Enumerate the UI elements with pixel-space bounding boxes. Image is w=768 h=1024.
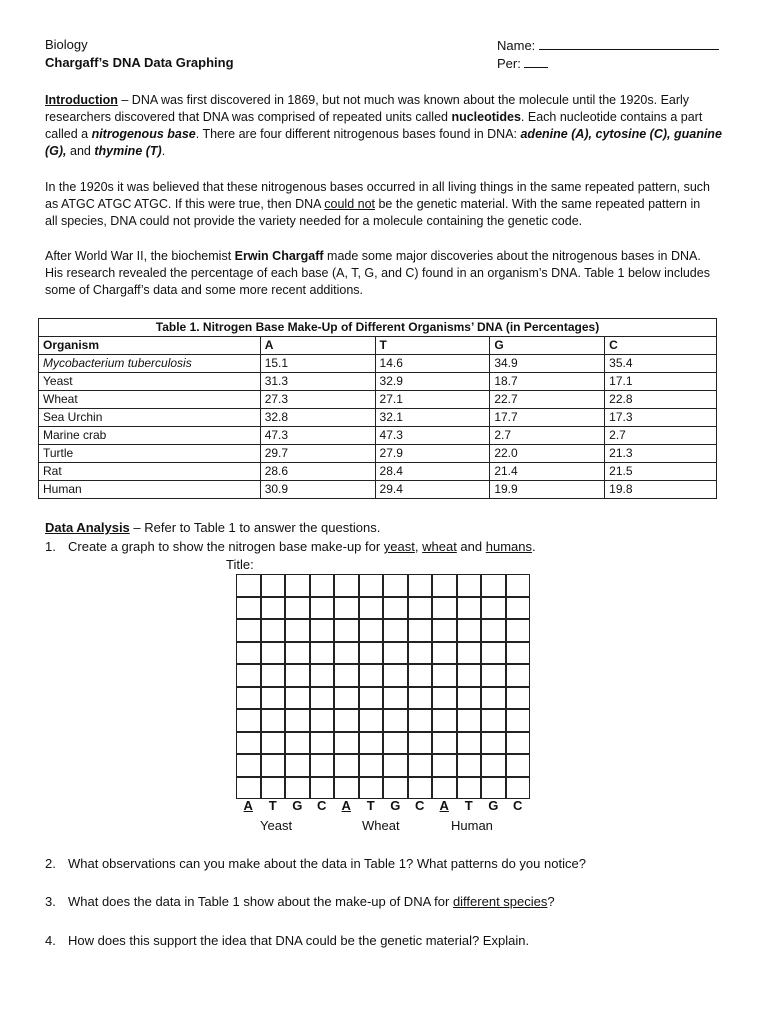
graph-cell[interactable] bbox=[285, 619, 310, 642]
p2-line-1: In the 1920s it was believed that these nitrogenous bases occurred in all living things in the same repeated pattern, such bbox=[45, 180, 710, 194]
graph-cell[interactable] bbox=[236, 687, 261, 710]
graph-cell[interactable] bbox=[334, 777, 359, 800]
graph-cell[interactable] bbox=[285, 642, 310, 665]
value-cell: 18.7 bbox=[490, 373, 605, 391]
graph-cell[interactable] bbox=[359, 709, 384, 732]
graph-cell[interactable] bbox=[506, 687, 531, 710]
graph-cell[interactable] bbox=[236, 597, 261, 620]
graph-cell[interactable] bbox=[310, 732, 335, 755]
value-cell: 17.7 bbox=[490, 409, 605, 427]
value-cell: 27.3 bbox=[260, 391, 375, 409]
intro-text: . bbox=[161, 144, 166, 158]
yeast-emphasis: yeast bbox=[383, 539, 415, 554]
header-c: C bbox=[605, 337, 717, 355]
name-field[interactable] bbox=[497, 37, 719, 53]
graph-cell[interactable] bbox=[261, 687, 286, 710]
value-cell: 17.3 bbox=[605, 409, 717, 427]
wheat-emphasis: wheat bbox=[422, 539, 457, 554]
graph-cell[interactable] bbox=[310, 574, 335, 597]
intro-line-4 bbox=[45, 143, 725, 160]
chargaff-name: Erwin Chargaff bbox=[234, 249, 324, 263]
question-number: 3. bbox=[45, 894, 56, 909]
graph-cell[interactable] bbox=[506, 597, 531, 620]
graph-cell[interactable] bbox=[334, 597, 359, 620]
value-cell: 14.6 bbox=[375, 355, 490, 373]
graph-cell[interactable] bbox=[359, 664, 384, 687]
graph-cell[interactable] bbox=[481, 619, 506, 642]
value-cell: 2.7 bbox=[490, 427, 605, 445]
graph-cell[interactable] bbox=[506, 709, 531, 732]
value-cell: 22.0 bbox=[490, 445, 605, 463]
graph-cell[interactable] bbox=[236, 642, 261, 665]
graph-cell[interactable] bbox=[457, 597, 482, 620]
graph-cell[interactable] bbox=[481, 754, 506, 777]
p3-line-3: some of Chargaff’s data and some more recent additions. bbox=[45, 283, 363, 297]
value-cell: 32.8 bbox=[260, 409, 375, 427]
name-blank[interactable] bbox=[539, 37, 719, 50]
graph-cell[interactable] bbox=[236, 709, 261, 732]
graph-cell[interactable] bbox=[261, 619, 286, 642]
graph-cell[interactable] bbox=[285, 777, 310, 800]
intro-line-3 bbox=[45, 126, 725, 143]
graph-cell[interactable] bbox=[432, 619, 457, 642]
value-cell: 29.4 bbox=[375, 481, 490, 499]
graph-cell[interactable] bbox=[359, 777, 384, 800]
header-g: G bbox=[490, 337, 605, 355]
value-cell: 28.6 bbox=[260, 463, 375, 481]
graph-cell[interactable] bbox=[236, 664, 261, 687]
base-label: C bbox=[513, 798, 523, 813]
graph-cell[interactable] bbox=[506, 619, 531, 642]
graph-cell[interactable] bbox=[261, 664, 286, 687]
graph-cell[interactable] bbox=[432, 664, 457, 687]
group-label-yeast: Yeast bbox=[260, 818, 293, 833]
graph-cell[interactable] bbox=[506, 777, 531, 800]
period-field[interactable] bbox=[497, 55, 548, 71]
nitrogenous-base-term: nitrogenous base bbox=[91, 127, 196, 141]
base-label: C bbox=[317, 798, 327, 813]
base-label: A bbox=[243, 798, 253, 813]
graph-cell[interactable] bbox=[285, 597, 310, 620]
graph-cell[interactable] bbox=[334, 574, 359, 597]
base-table bbox=[38, 318, 717, 499]
table-caption: Table 1. Nitrogen Base Make-Up of Different Organisms’ DNA (in Percentages) bbox=[39, 319, 717, 337]
header-a: A bbox=[260, 337, 375, 355]
question-text: , bbox=[414, 539, 423, 554]
graph-cell[interactable] bbox=[334, 664, 359, 687]
graph-cell[interactable] bbox=[334, 732, 359, 755]
graph-cell[interactable] bbox=[359, 619, 384, 642]
base-label: G bbox=[488, 798, 499, 813]
graph-cell[interactable] bbox=[310, 754, 335, 777]
graph-cell[interactable] bbox=[457, 574, 482, 597]
value-cell: 32.1 bbox=[375, 409, 490, 427]
value-cell: 22.8 bbox=[605, 391, 717, 409]
p3-text: After World War II, the biochemist bbox=[45, 249, 235, 263]
question-text: What observations can you make about the data in Table 1? What patterns do you notice? bbox=[68, 856, 586, 871]
p2-text: be the genetic material. With the same repeated pattern in bbox=[375, 197, 701, 211]
graph-cell[interactable] bbox=[334, 642, 359, 665]
base-label: G bbox=[390, 798, 401, 813]
per-blank[interactable] bbox=[524, 55, 548, 68]
intro-heading: Introduction bbox=[45, 93, 118, 107]
p2-text: as ATGC ATGC ATGC. If this were true, then DNA bbox=[45, 197, 325, 211]
graph-cell[interactable] bbox=[310, 597, 335, 620]
question-text: Create a graph to show the nitrogen base make-up for bbox=[68, 539, 384, 554]
per-label: Per: bbox=[497, 56, 521, 71]
table-row bbox=[39, 391, 717, 409]
value-cell: 17.1 bbox=[605, 373, 717, 391]
graph-cell[interactable] bbox=[261, 777, 286, 800]
organism-cell: Yeast bbox=[39, 373, 261, 391]
graph-cell[interactable] bbox=[481, 597, 506, 620]
question-text: . bbox=[531, 539, 536, 554]
graph-cell[interactable] bbox=[481, 574, 506, 597]
graph-cell[interactable] bbox=[285, 709, 310, 732]
graph-cell[interactable] bbox=[236, 777, 261, 800]
graph-cell[interactable] bbox=[359, 754, 384, 777]
graph-cell[interactable] bbox=[359, 732, 384, 755]
graph-cell[interactable] bbox=[481, 709, 506, 732]
organism-cell: Mycobacterium tuberculosis bbox=[39, 355, 261, 373]
graph-cell[interactable] bbox=[506, 664, 531, 687]
question-number: 2. bbox=[45, 856, 56, 871]
organism-cell: Wheat bbox=[39, 391, 261, 409]
table-row bbox=[39, 409, 717, 427]
question-2 bbox=[45, 855, 586, 872]
table-row bbox=[39, 373, 717, 391]
base-label: T bbox=[464, 798, 473, 813]
intro-line-2 bbox=[45, 109, 725, 126]
value-cell: 29.7 bbox=[260, 445, 375, 463]
question-1 bbox=[45, 538, 536, 555]
organism-cell: Human bbox=[39, 481, 261, 499]
base-label: A bbox=[341, 798, 351, 813]
intro-line-1 bbox=[45, 92, 725, 109]
graph-cell[interactable] bbox=[236, 574, 261, 597]
graph-cell[interactable] bbox=[334, 709, 359, 732]
graph-cell[interactable] bbox=[408, 619, 433, 642]
question-text: How does this support the idea that DNA could be the genetic material? Explain. bbox=[68, 933, 530, 948]
graph-cell[interactable] bbox=[383, 687, 408, 710]
base-label: A bbox=[439, 798, 449, 813]
graph-cell[interactable] bbox=[359, 597, 384, 620]
graph-cell[interactable] bbox=[432, 777, 457, 800]
p2-line-2 bbox=[45, 196, 725, 213]
graph-cell[interactable] bbox=[432, 732, 457, 755]
graph-cell[interactable] bbox=[334, 754, 359, 777]
graph-cell[interactable] bbox=[334, 687, 359, 710]
graph-cell[interactable] bbox=[359, 574, 384, 597]
graph-cell[interactable] bbox=[432, 642, 457, 665]
graph-cell[interactable] bbox=[310, 642, 335, 665]
graph-cell[interactable] bbox=[383, 664, 408, 687]
base-label: T bbox=[268, 798, 277, 813]
graph-cell[interactable] bbox=[359, 642, 384, 665]
graph-cell[interactable] bbox=[408, 709, 433, 732]
question-3 bbox=[45, 893, 555, 910]
graph-cell[interactable] bbox=[432, 574, 457, 597]
base-label: T bbox=[366, 798, 375, 813]
header-t: T bbox=[375, 337, 490, 355]
table-header-row bbox=[39, 337, 717, 355]
graph-cell[interactable] bbox=[383, 574, 408, 597]
graph-cell[interactable] bbox=[408, 754, 433, 777]
graph-cell[interactable] bbox=[506, 574, 531, 597]
value-cell: 15.1 bbox=[260, 355, 375, 373]
guanine-abbrev: (G), bbox=[45, 144, 67, 158]
blank-graph-grid[interactable] bbox=[236, 574, 530, 799]
value-cell: 47.3 bbox=[260, 427, 375, 445]
table-row bbox=[39, 481, 717, 499]
graph-cell[interactable] bbox=[261, 574, 286, 597]
subject-label: Biology bbox=[45, 37, 88, 52]
graph-cell[interactable] bbox=[481, 664, 506, 687]
analysis-heading: Data Analysis bbox=[45, 520, 130, 535]
graph-cell[interactable] bbox=[481, 642, 506, 665]
graph-cell[interactable] bbox=[408, 664, 433, 687]
graph-cell[interactable] bbox=[408, 642, 433, 665]
graph-title-label: Title: bbox=[226, 557, 254, 572]
graph-cell[interactable] bbox=[457, 754, 482, 777]
graph-cell[interactable] bbox=[457, 664, 482, 687]
question-text: ? bbox=[547, 894, 555, 909]
question-number: 4. bbox=[45, 933, 56, 948]
p3-line-1 bbox=[45, 248, 725, 265]
graph-cell[interactable] bbox=[383, 754, 408, 777]
value-cell: 19.8 bbox=[605, 481, 717, 499]
intro-text: – DNA was first discovered in 1869, but not much was known about the molecule until the 1920s. Early bbox=[117, 93, 690, 107]
graph-cell[interactable] bbox=[457, 777, 482, 800]
graph-cell[interactable] bbox=[261, 732, 286, 755]
graph-cell[interactable] bbox=[383, 732, 408, 755]
value-cell: 21.5 bbox=[605, 463, 717, 481]
base-label: G bbox=[292, 798, 303, 813]
value-cell: 32.9 bbox=[375, 373, 490, 391]
graph-cell[interactable] bbox=[481, 687, 506, 710]
could-not-emphasis: could not bbox=[324, 197, 375, 211]
graph-cell[interactable] bbox=[310, 777, 335, 800]
graph-cell[interactable] bbox=[310, 687, 335, 710]
graph-cell[interactable] bbox=[432, 709, 457, 732]
table-row bbox=[39, 445, 717, 463]
graph-cell[interactable] bbox=[432, 754, 457, 777]
value-cell: 21.4 bbox=[490, 463, 605, 481]
header-organism: Organism bbox=[39, 337, 261, 355]
value-cell: 35.4 bbox=[605, 355, 717, 373]
graph-cell[interactable] bbox=[236, 619, 261, 642]
value-cell: 30.9 bbox=[260, 481, 375, 499]
graph-cell[interactable] bbox=[285, 664, 310, 687]
p3-line-2: His research revealed the percentage of each base (A, T, G, and C) found in an organism’s DNA. Table 1 below includes bbox=[45, 266, 710, 280]
organism-cell: Rat bbox=[39, 463, 261, 481]
page-title: Chargaff’s DNA Data Graphing bbox=[45, 55, 234, 70]
table-row bbox=[39, 463, 717, 481]
value-cell: 47.3 bbox=[375, 427, 490, 445]
graph-cell[interactable] bbox=[383, 642, 408, 665]
p2-line-3: all species, DNA could not provide the variety needed for a molecule containing the genetic code. bbox=[45, 214, 583, 228]
graph-cell[interactable] bbox=[310, 619, 335, 642]
graph-cell[interactable] bbox=[408, 732, 433, 755]
graph-cell[interactable] bbox=[481, 777, 506, 800]
value-cell: 31.3 bbox=[260, 373, 375, 391]
bases-list: adenine (A), cytosine (C), guanine bbox=[520, 127, 722, 141]
graph-cell[interactable] bbox=[383, 709, 408, 732]
value-cell: 27.9 bbox=[375, 445, 490, 463]
graph-cell[interactable] bbox=[457, 642, 482, 665]
graph-cell[interactable] bbox=[383, 619, 408, 642]
graph-cell[interactable] bbox=[408, 597, 433, 620]
graph-cell[interactable] bbox=[457, 619, 482, 642]
nucleotides-term: nucleotides bbox=[451, 110, 521, 124]
thymine-term: thymine (T) bbox=[94, 144, 162, 158]
intro-text: . Each nucleotide contains a part bbox=[520, 110, 703, 124]
value-cell: 19.9 bbox=[490, 481, 605, 499]
group-label-human: Human bbox=[451, 818, 493, 833]
graph-cell[interactable] bbox=[334, 619, 359, 642]
graph-cell[interactable] bbox=[408, 687, 433, 710]
analysis-heading-line bbox=[45, 519, 380, 536]
graph-cell[interactable] bbox=[432, 597, 457, 620]
intro-text: researchers discovered that DNA was comprised of repeated units called bbox=[45, 110, 452, 124]
question-text: What does the data in Table 1 show about the make-up of DNA for bbox=[68, 894, 453, 909]
value-cell: 28.4 bbox=[375, 463, 490, 481]
graph-cell[interactable] bbox=[236, 754, 261, 777]
graph-cell[interactable] bbox=[457, 732, 482, 755]
graph-cell[interactable] bbox=[236, 732, 261, 755]
intro-text: . There are four different nitrogenous bases found in DNA: bbox=[195, 127, 521, 141]
graph-cell[interactable] bbox=[506, 642, 531, 665]
graph-cell[interactable] bbox=[408, 574, 433, 597]
intro-text: and bbox=[66, 144, 95, 158]
name-label: Name: bbox=[497, 38, 536, 53]
organism-cell: Marine crab bbox=[39, 427, 261, 445]
graph-cell[interactable] bbox=[285, 754, 310, 777]
table-row bbox=[39, 355, 717, 373]
graph-cell[interactable] bbox=[506, 754, 531, 777]
organism-cell: Turtle bbox=[39, 445, 261, 463]
group-label-wheat: Wheat bbox=[362, 818, 400, 833]
organism-cell: Sea Urchin bbox=[39, 409, 261, 427]
value-cell: 2.7 bbox=[605, 427, 717, 445]
graph-cell[interactable] bbox=[261, 709, 286, 732]
graph-cell[interactable] bbox=[481, 732, 506, 755]
graph-cell[interactable] bbox=[506, 732, 531, 755]
intro-text: called a bbox=[45, 127, 92, 141]
question-number: 1. bbox=[45, 539, 56, 554]
p3-text: made some major discoveries about the nitrogenous bases in DNA. bbox=[323, 249, 701, 263]
different-species-emphasis: different species bbox=[452, 894, 548, 909]
graph-cell[interactable] bbox=[261, 754, 286, 777]
humans-emphasis: humans bbox=[485, 539, 532, 554]
question-4 bbox=[45, 932, 529, 949]
graph-cell[interactable] bbox=[285, 687, 310, 710]
graph-cell[interactable] bbox=[261, 597, 286, 620]
graph-cell[interactable] bbox=[383, 777, 408, 800]
value-cell: 21.3 bbox=[605, 445, 717, 463]
graph-cell[interactable] bbox=[408, 777, 433, 800]
graph-cell[interactable] bbox=[457, 687, 482, 710]
graph-cell[interactable] bbox=[285, 732, 310, 755]
graph-cell[interactable] bbox=[432, 687, 457, 710]
analysis-instruction: – Refer to Table 1 to answer the questions. bbox=[129, 520, 381, 535]
question-text: and bbox=[456, 539, 486, 554]
graph-cell[interactable] bbox=[261, 642, 286, 665]
graph-cell[interactable] bbox=[310, 709, 335, 732]
graph-cell[interactable] bbox=[359, 687, 384, 710]
base-label: C bbox=[415, 798, 425, 813]
value-cell: 34.9 bbox=[490, 355, 605, 373]
table-row bbox=[39, 427, 717, 445]
graph-cell[interactable] bbox=[285, 574, 310, 597]
value-cell: 22.7 bbox=[490, 391, 605, 409]
value-cell: 27.1 bbox=[375, 391, 490, 409]
graph-cell[interactable] bbox=[457, 709, 482, 732]
graph-cell[interactable] bbox=[310, 664, 335, 687]
graph-cell[interactable] bbox=[383, 597, 408, 620]
